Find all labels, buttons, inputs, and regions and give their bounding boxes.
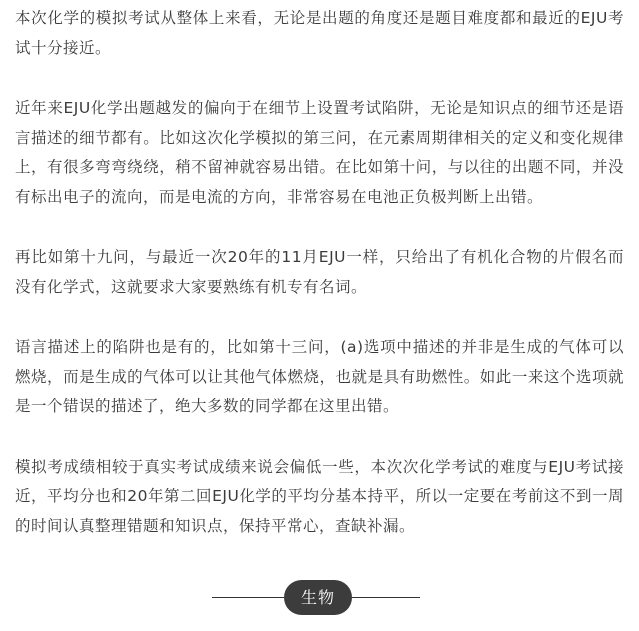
paragraph-3: 再比如第十九问，与最近一次20年的11月EJU一样，只给出了有机化合物的片假名而没有化学式，这就要求大家要熟练有机专有名词。 [15, 248, 624, 296]
divider-line-left [212, 597, 284, 598]
paragraph-1: 本次化学的模拟考试从整体上来看，无论是出题的角度还是题目难度都和最近的EJU考试十分接近。 [15, 9, 624, 57]
paragraph-4: 语言描述上的陷阱也是有的，比如第十三问，(a)选项中描述的并非是生成的气体可以燃烧，而是生成的气体可以让其他气体燃烧，也就是具有助燃性。如此一来这个选项就是一个错误的描述了，绝大多数的同学都在这里出错。 [15, 338, 624, 415]
paragraph-2: 近年来EJU化学出题越发的偏向于在细节上设置考试陷阱，无论是知识点的细节还是语言描述的细节都有。比如这次化学模拟的第三问，在元素周期律相关的定义和变化规律上，有很多弯弯绕绕，稍不留神就容易出错。在比如第十问，与以往的出题不同，并没有标出电子的流向，而是电流的方向，非常容易在电池正负极判断上出错。 [15, 99, 624, 206]
divider-line-right [352, 597, 420, 598]
section-divider [0, 580, 639, 616]
section-title-pill: 生物 [284, 580, 352, 615]
paragraph-5: 模拟考成绩相较于真实考试成绩来说会偏低一些，本次次化学考试的难度与EJU考试接近，平均分也和20年第二回EJU化学的平均分基本持平，所以一定要在考前这不到一周的时间认真整理错题和知识点，保持平常心，查缺补漏。 [15, 457, 624, 535]
